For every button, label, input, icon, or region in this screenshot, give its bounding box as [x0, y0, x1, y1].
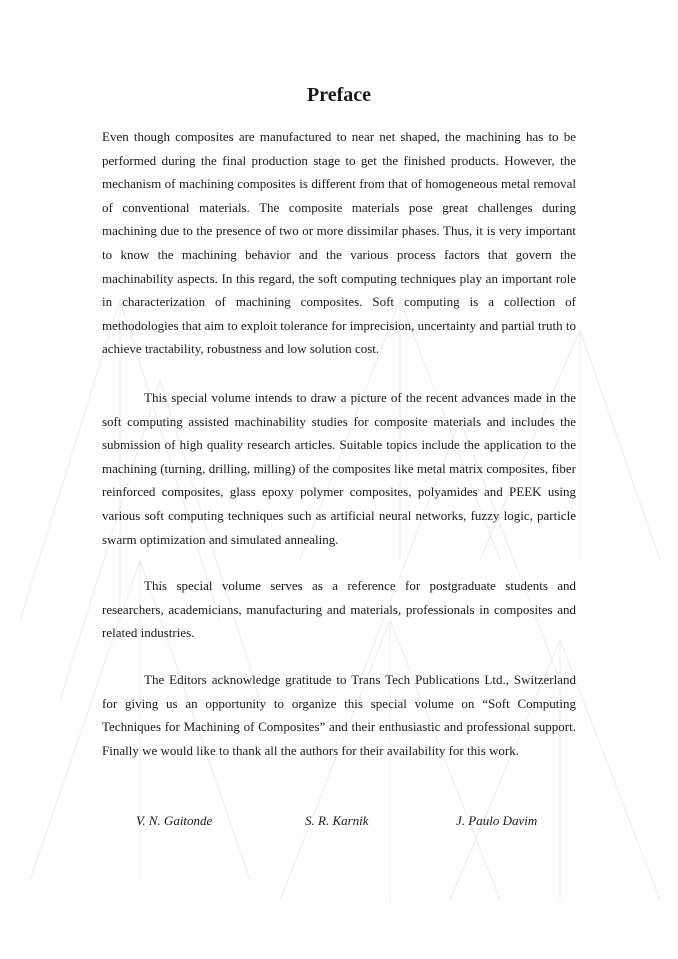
- editor-name: J. Paulo Davim: [456, 813, 538, 828]
- preface-paragraph-2: This special volume intends to draw a picture of the recent advances made in the soft computing assisted machinability studies for composite materials and includes the submission of high quality research articles. Suitable topics include the application to the machining (turning, drilling, milling) of the composites like metal matrix composites, fiber reinforced composites, glass epoxy polymer composites, polyamides and PEEK using various soft computing techniques such as artificial neural networks, fuzzy logic, particle swarm optimization and simulated annealing.: [102, 390, 576, 547]
- editor-signatures: [102, 813, 576, 833]
- editor-name: S. R. Karnik: [305, 813, 369, 828]
- preface-paragraph-3: This special volume serves as a reference for postgraduate students and researchers, academicians, manufacturing and materials, professionals in composites and related industries.: [102, 578, 576, 641]
- editor-name: V. N. Gaitonde: [136, 813, 213, 828]
- page-title: Preface: [306, 84, 372, 106]
- preface-paragraph-1: Even though composites are manufactured to near net shaped, the machining has to be performed during the final production stage to get the finished products. However, the mechanism of machining composites is different from that of homogeneous metal removal of conventional materials. The composite materials pose great challenges during machining due to the presence of two or more dissimilar phases. Thus, it is very important to know the machining behavior and the various process factors that govern the machinability aspects. In this regard, the soft computing techniques play an important role in characterization of machining composites. Soft computing is a collection of methodologies that aim to exploit tolerance for imprecision, uncertainty and partial truth to achieve tractability, robustness and low solution cost.: [102, 129, 576, 357]
- preface-paragraph-4: The Editors acknowledge gratitude to Trans Tech Publications Ltd., Switzerland for giving us an opportunity to organize this special volume on “Soft Computing Techniques for Machining of Composites” and their enthusiastic and professional support. Finally we would like to thank all the authors for their availability for this work.: [102, 672, 576, 758]
